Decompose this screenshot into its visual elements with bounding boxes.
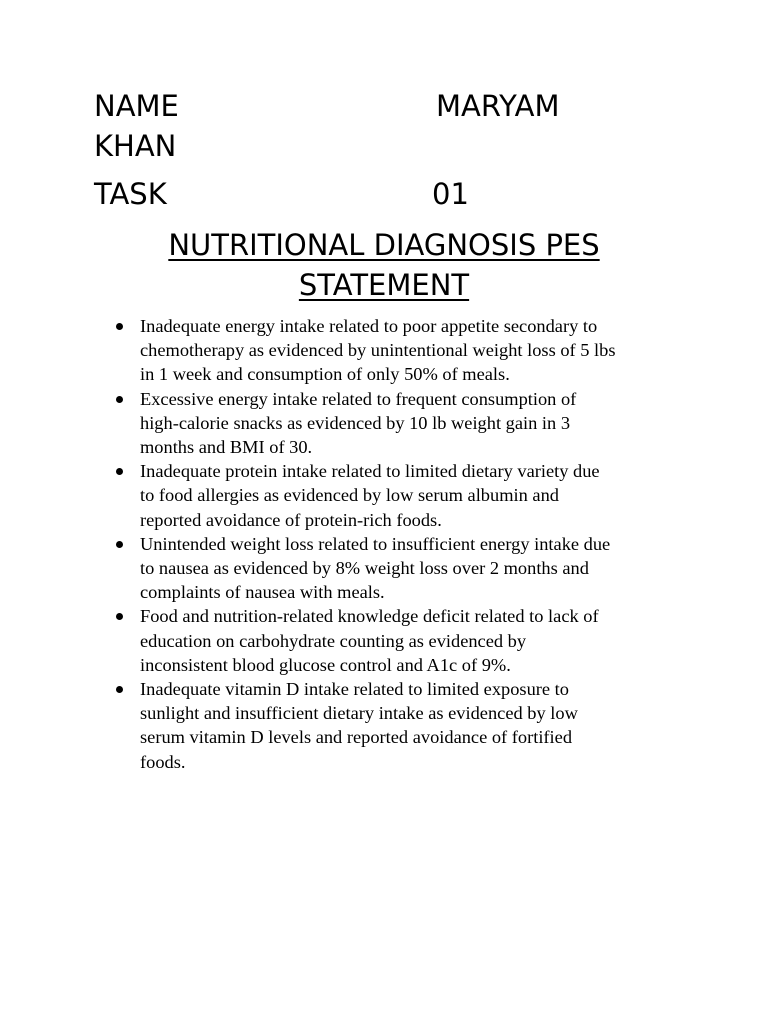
pes-statement-item	[140, 314, 685, 387]
pes-statement-item	[140, 677, 685, 774]
statement-line: Unintended weight loss related to insufficient energy intake due	[140, 533, 611, 554]
statement-line: to food allergies as evidenced by low serum albumin and	[140, 485, 559, 506]
pes-statement-item	[140, 387, 685, 460]
statement-line: inconsistent blood glucose control and A1c of 9%.	[140, 654, 511, 675]
pes-statement-item	[140, 532, 685, 605]
statement-line: serum vitamin D levels and reported avoidance of fortified	[140, 727, 573, 748]
name-value-last: KHAN	[94, 129, 177, 163]
page-title-line-2: STATEMENT	[298, 268, 470, 302]
statement-line: foods.	[140, 751, 186, 772]
pes-statement-item	[140, 604, 685, 677]
name-label: NAME	[94, 89, 179, 123]
bullet-icon	[116, 396, 123, 403]
pes-statement-list	[140, 314, 685, 774]
statement-line: education on carbohydrate counting as evidenced by	[140, 630, 527, 651]
statement-line: chemotherapy as evidenced by unintentional weight loss of 5 lbs	[140, 340, 616, 361]
statement-line: Excessive energy intake related to frequent consumption of	[140, 388, 577, 409]
bullet-icon	[116, 686, 123, 693]
bullet-icon	[116, 323, 123, 330]
task-label: TASK	[94, 177, 167, 211]
name-value-first: MARYAM	[436, 89, 560, 123]
statement-line: months and BMI of 30.	[140, 437, 313, 458]
statement-line: Inadequate protein intake related to limited dietary variety due	[140, 461, 600, 482]
bullet-icon	[116, 468, 123, 475]
statement-line: Inadequate energy intake related to poor appetite secondary to	[140, 316, 598, 336]
task-value: 01	[432, 177, 469, 211]
statement-line: to nausea as evidenced by 8% weight loss over 2 months and	[140, 558, 589, 579]
page-title-line-1: NUTRITIONAL DIAGNOSIS PES	[168, 228, 600, 262]
statement-line: sunlight and insufficient dietary intake as evidenced by low	[140, 703, 578, 724]
statement-line: Food and nutrition-related knowledge deficit related to lack of	[140, 606, 599, 627]
statement-line: complaints of nausea with meals.	[140, 582, 385, 603]
statement-line: in 1 week and consumption of only 50% of meals.	[140, 364, 510, 385]
bullet-icon	[116, 613, 123, 620]
bullet-icon	[116, 541, 123, 548]
statement-line: Inadequate vitamin D intake related to limited exposure to	[140, 679, 569, 700]
statement-line: high-calorie snacks as evidenced by 10 lb weight gain in 3	[140, 412, 571, 433]
pes-statement-item	[140, 459, 685, 532]
statement-line: reported avoidance of protein-rich foods.	[140, 509, 442, 530]
